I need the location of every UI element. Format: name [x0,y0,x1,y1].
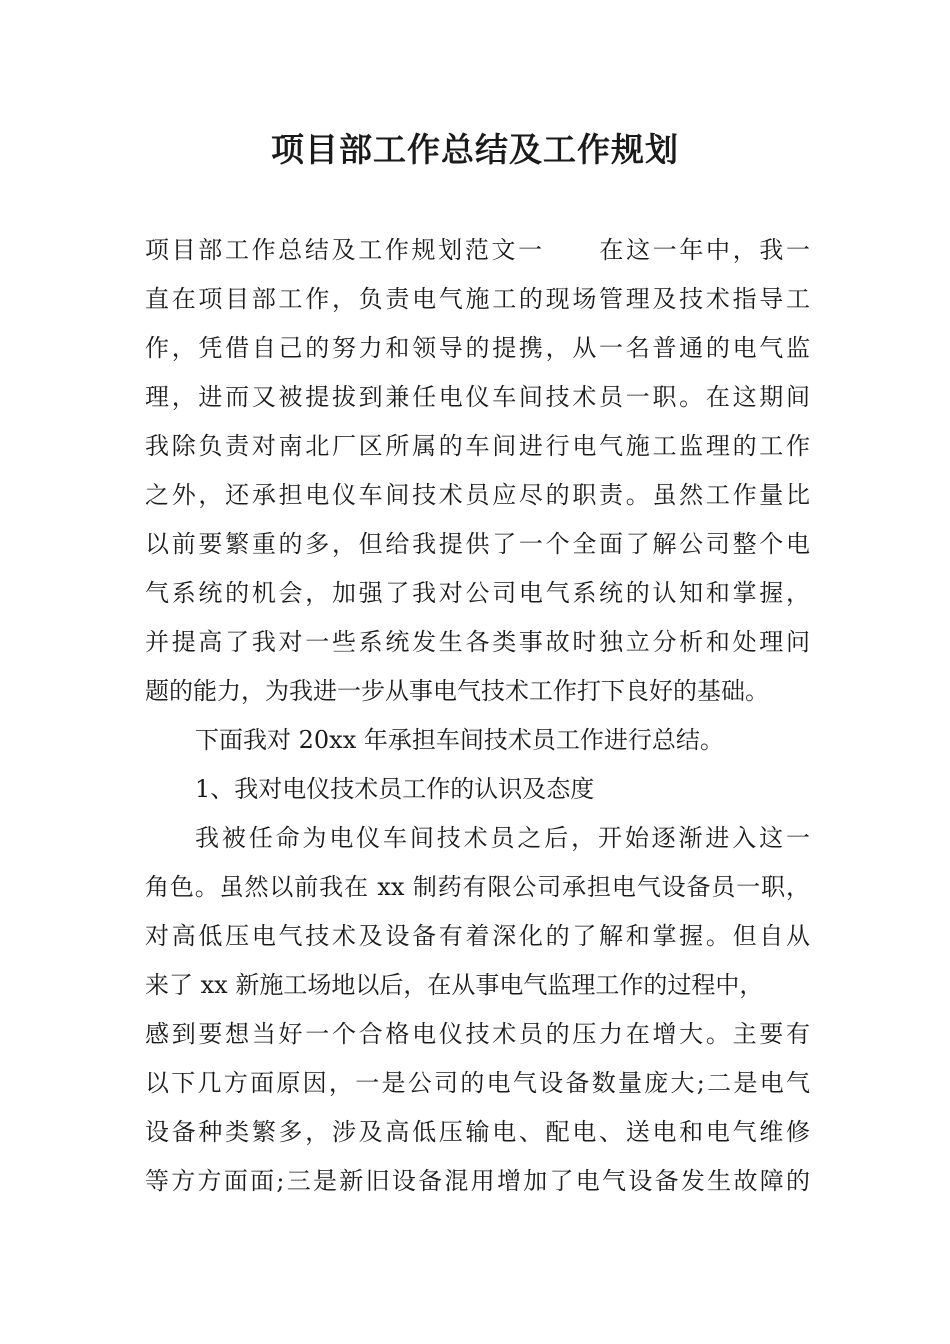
text-line: 并提高了我对一些系统发生各类事故时独立分析和处理问 [145,628,810,656]
text-line: 设备种类繁多，涉及高低压输电、配电、送电和电气维修 [145,1118,810,1146]
text-line: 以前要繁重的多，但给我提供了一个全面了解公司整个电 [145,530,810,558]
text-line: 下面我对 20xx 年承担车间技术员工作进行总结。 [195,726,724,754]
paragraph-start: 在这一年中，我一 [596,236,810,264]
heading-inline: 项目部工作总结及工作规划范文一 [145,236,545,264]
text-line: 角色。虽然以前我在 xx 制药有限公司承担电气设备员一职， [145,873,810,901]
text-line [145,226,810,275]
text-line: 理，进而又被提拔到兼任电仪车间技术员一职。在这期间 [145,383,810,411]
text-line: 我除负责对南北厂区所属的车间进行电气施工监理的工作 [145,432,810,460]
text-line: 作，凭借自己的努力和领导的提携，从一名普通的电气监 [145,334,810,362]
text-line: 以下几方面原因，一是公司的电气设备数量庞大;二是电气 [145,1069,810,1097]
section-heading: 1、我对电仪技术员工作的认识及态度 [195,775,595,803]
text-line: 来了 xx 新施工场地以后，在从事电气监理工作的过程中， [145,971,764,999]
document-title: 项目部工作总结及工作规划 [271,130,679,169]
text-line: 直在项目部工作，负责电气施工的现场管理及技术指导工 [145,285,810,313]
text-line: 等方方面面;三是新旧设备混用增加了电气设备发生故障的 [145,1167,810,1195]
document-body [145,226,810,1206]
text-line: 气系统的机会，加强了我对公司电气系统的认知和掌握， [145,579,810,607]
text-line: 对高低压电气技术及设备有着深化的了解和掌握。但自从 [145,922,810,950]
text-line: 感到要想当好一个合格电仪技术员的压力在增大。主要有 [145,1020,810,1048]
text-line: 题的能力，为我进一步从事电气技术工作打下良好的基础。 [145,677,769,705]
text-line: 之外，还承担电仪车间技术员应尽的职责。虽然工作量比 [145,481,810,509]
text-line: 我被任命为电仪车间技术员之后，开始逐渐进入这一 [195,824,810,852]
